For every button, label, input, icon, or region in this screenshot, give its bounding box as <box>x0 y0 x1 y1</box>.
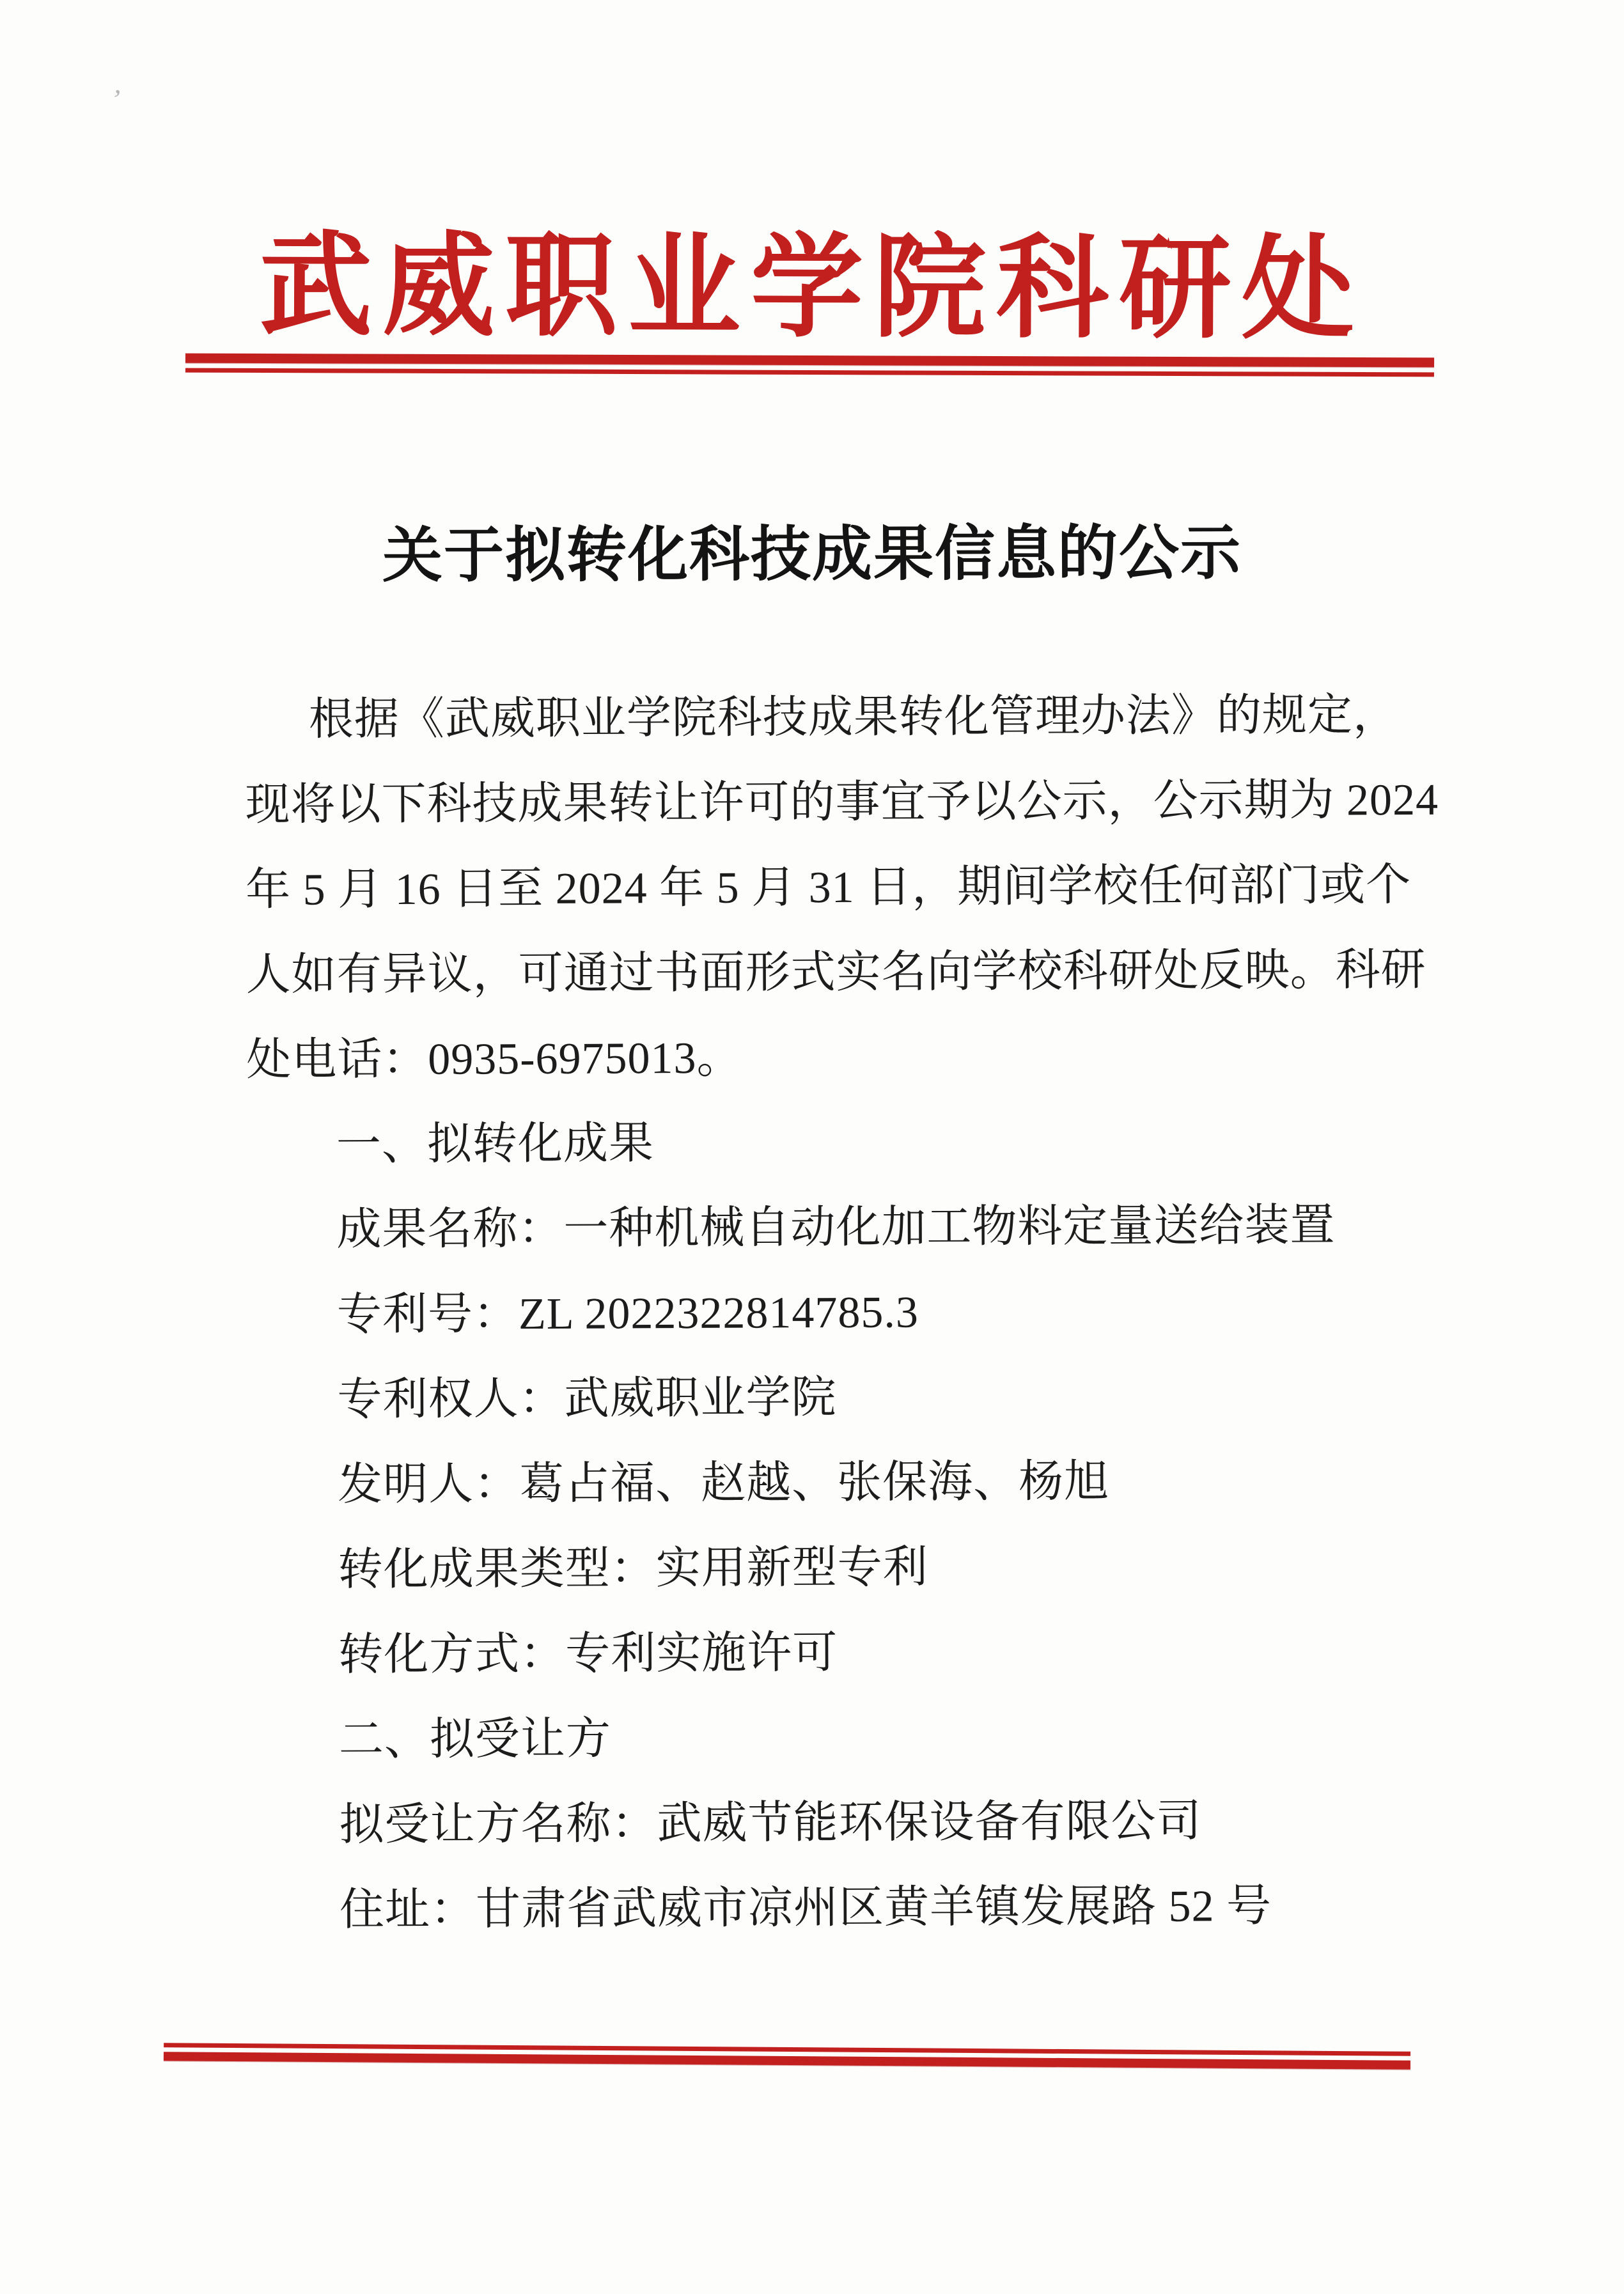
letterhead-divider <box>185 354 1434 377</box>
body-line: 住址：甘肃省武威市凉州区黄羊镇发展路 52 号 <box>339 1882 1272 1935</box>
body-line: 处电话：0935-6975013。 <box>246 1033 742 1085</box>
footer-divider <box>164 2043 1410 2070</box>
body-line: 二、拟受让方 <box>338 1714 612 1765</box>
body-line: 转化成果类型：实用新型专利 <box>338 1543 928 1595</box>
scan-artifact-mark: ’ <box>109 83 123 116</box>
body-line: 拟受让方名称：武威节能环保设备有限公司 <box>339 1797 1202 1850</box>
body-line: 专利权人：武威职业学院 <box>337 1373 837 1425</box>
body-line: 成果名称：一种机械自动化加工物料定量送给装置 <box>336 1201 1336 1255</box>
body-line: 转化方式：专利实施许可 <box>338 1628 838 1680</box>
organization-name: 武威职业学院科研处 <box>259 224 1365 354</box>
body-line: 现将以下科技成果转让许可的事宜予以公示，公示期为 2024 <box>245 775 1439 830</box>
body-line: 人如有异议，可通过书面形式实名向学校科研处反映。科研 <box>246 945 1426 1000</box>
notice-title: 关于拟转化科技成果信息的公示 <box>382 519 1242 589</box>
body-line: 一、拟转化成果 <box>336 1119 655 1170</box>
body-line: 根据《武威职业学院科技成果转化管理办法》的规定， <box>308 691 1399 745</box>
body-line: 发明人：葛占福、赵越、张保海、杨旭 <box>338 1457 1110 1510</box>
body-line: 年 5 月 16 日至 2024 年 5 月 31 日，期间学校任何部门或个 <box>245 861 1412 915</box>
body-line: 专利号：ZL 2022322814785.3 <box>336 1288 919 1340</box>
notice-body <box>245 673 1439 1953</box>
